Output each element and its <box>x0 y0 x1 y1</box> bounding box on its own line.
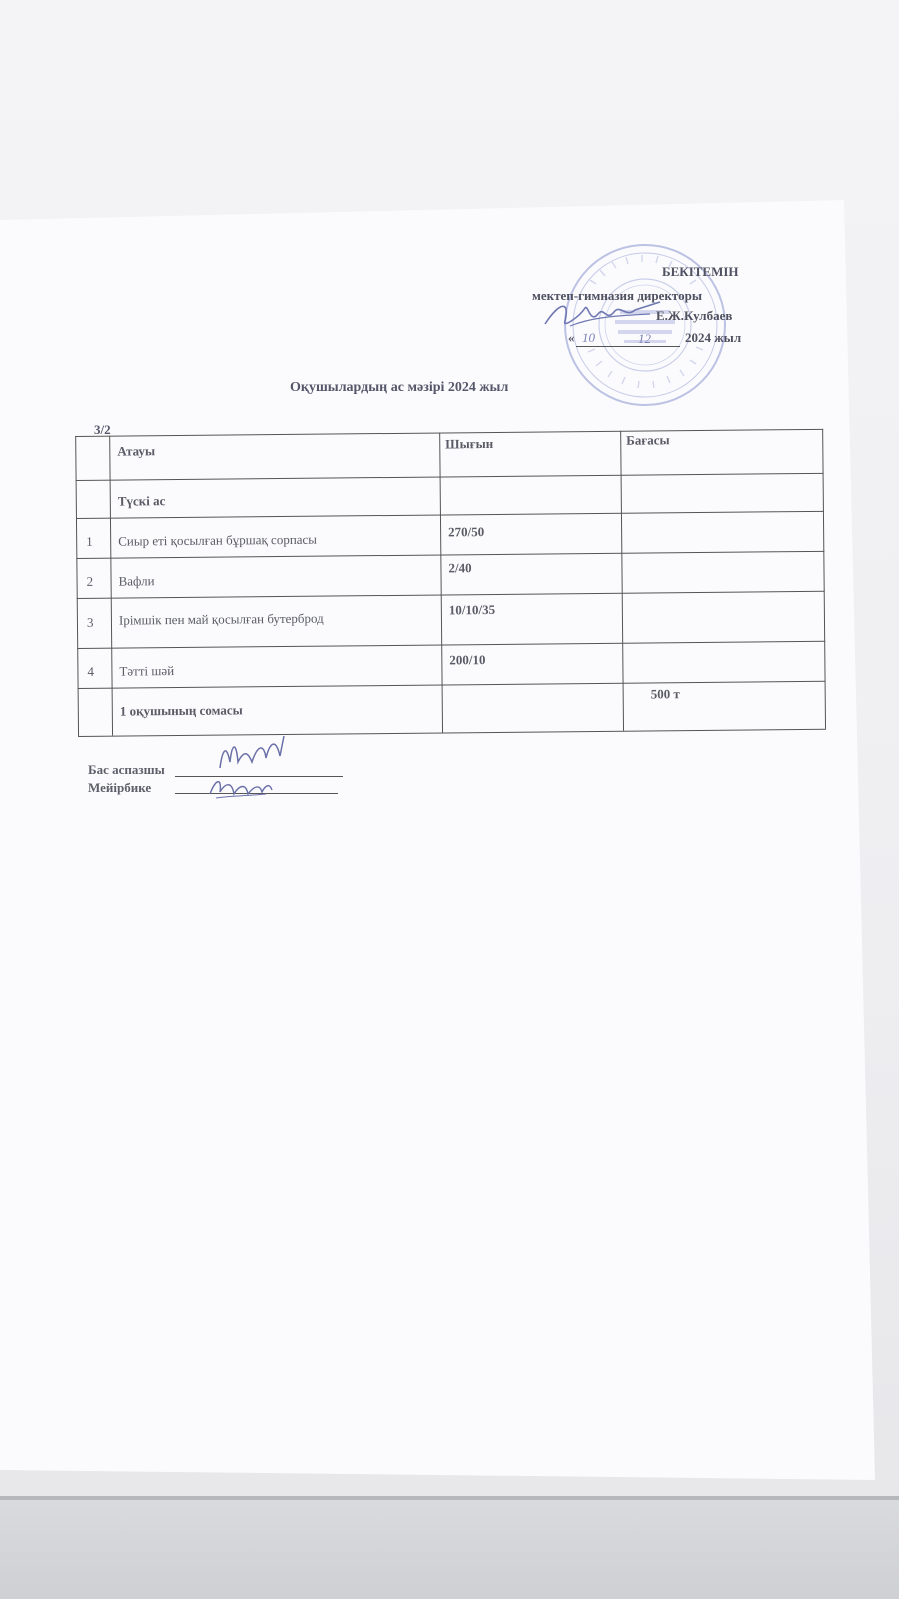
row-name: Ірімшік пен май қосылған бутерброд <box>118 610 324 628</box>
approval-heading: БЕКІТЕМІН <box>662 264 739 279</box>
table-line <box>76 473 824 481</box>
row-number: 3 <box>86 614 94 630</box>
table-line <box>77 591 825 599</box>
table-line <box>78 681 826 689</box>
row-amount: 10/10/35 <box>448 601 496 618</box>
header-price: Бағасы <box>626 432 670 448</box>
total-label: 1 оқушының сомасы <box>119 702 243 719</box>
document-code: 3/2 <box>94 422 111 437</box>
row-number: 1 <box>86 533 93 549</box>
table-line <box>76 551 824 559</box>
row-name: Сиыр еті қосылған бұршақ сорпасы <box>118 531 318 549</box>
total-value: 500 т <box>650 686 680 702</box>
document-title: Оқушылардың ас мәзірі 2024 жыл <box>290 380 509 395</box>
approval-date-open: « <box>568 330 575 345</box>
header-name: Атауы <box>117 443 156 459</box>
table-line <box>77 641 825 649</box>
chef-label: Бас аспазшы <box>88 762 165 777</box>
row-name: Вафли <box>118 573 155 589</box>
row-amount: 2/40 <box>448 560 472 576</box>
row-number: 2 <box>86 573 94 589</box>
menu-table <box>75 411 826 738</box>
approval-date-year: 2024 жыл <box>685 330 742 345</box>
row-amount: 200/10 <box>449 652 486 668</box>
section-lunch: Түскі ас <box>117 493 166 509</box>
row-number: 4 <box>87 663 95 679</box>
approval-position: мектеп-гимназия директоры <box>532 288 702 303</box>
approval-date-day: 10 <box>582 330 595 345</box>
table-line <box>76 511 824 519</box>
nurse-label: Мейірбике <box>88 780 152 795</box>
chef-signature <box>214 732 294 776</box>
row-amount: 270/50 <box>448 524 485 540</box>
approval-name: Е.Ж.Кулбаев <box>656 308 733 323</box>
date-underline <box>576 346 680 347</box>
director-signature <box>540 296 670 336</box>
header-amount: Шығын <box>445 435 494 452</box>
approval-date-month: 12 <box>638 331 651 346</box>
nurse-signature <box>206 772 276 806</box>
row-name: Тәтті шәй <box>119 663 175 679</box>
